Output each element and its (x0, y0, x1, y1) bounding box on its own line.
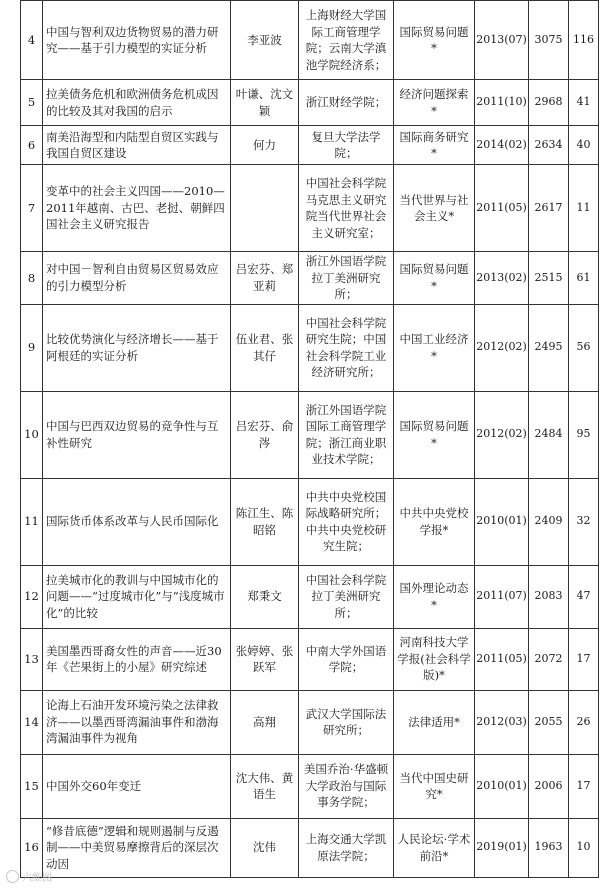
citation-count: 2006 (529, 754, 569, 818)
download-count: 17 (569, 628, 599, 690)
download-count: 47 (569, 565, 599, 628)
citation-count: 3075 (529, 1, 569, 80)
row-number: 8 (21, 252, 43, 305)
publication-issue: 2011(07) (475, 565, 529, 628)
row-number: 15 (21, 754, 43, 818)
table-row (21, 565, 599, 628)
download-count: 95 (569, 391, 599, 478)
paper-title: 拉美城市化的教训与中国城市化的问题——“过度城市化”与“浅度城市化”的比较 (43, 565, 231, 628)
table-row (21, 478, 599, 565)
row-number: 9 (21, 304, 43, 391)
table-row (21, 304, 599, 391)
table-row (21, 252, 599, 305)
paper-author: 郑秉文 (231, 565, 299, 628)
citation-count: 2484 (529, 391, 569, 478)
publication-issue: 2011(05) (475, 628, 529, 690)
author-institution: 中国社会科学院研究生院；中国社会科学院工业经济研究所； (299, 304, 394, 391)
paper-title: 拉美债务危机和欧洲债务危机成因的比较及其对我国的启示 (43, 80, 231, 126)
paper-author (231, 165, 299, 252)
table-row (21, 754, 599, 818)
author-institution: 中国社会科学院马克思主义研究院当代世界社会主义研究室； (299, 165, 394, 252)
paper-title: 变革中的社会主义四国——2010—2011年越南、古巴、老挝、朝鲜四国社会主义研究报告 (43, 165, 231, 252)
citation-count: 2495 (529, 304, 569, 391)
publication-issue: 2014(02) (475, 126, 529, 165)
row-number: 10 (21, 391, 43, 478)
paper-title: 南美沿海型和内陆型自贸区实践与我国自贸区建设 (43, 126, 231, 165)
paper-author: 沈大伟、黄语生 (231, 754, 299, 818)
download-count: 56 (569, 304, 599, 391)
paper-title: 国际货币体系改革与人民币国际化 (43, 478, 231, 565)
journal-name: 国际贸易问题* (394, 391, 475, 478)
journal-name: 中国工业经济* (394, 304, 475, 391)
publication-issue: 2010(01) (475, 478, 529, 565)
author-institution: 中国社会科学院拉丁美洲研究所； (299, 565, 394, 628)
citation-count: 2515 (529, 252, 569, 305)
journal-name: 国际贸易问题* (394, 252, 475, 305)
publication-issue: 2013(07) (475, 1, 529, 80)
paper-author: 张婷婷、张跃军 (231, 628, 299, 690)
row-number: 4 (21, 1, 43, 80)
download-count: 17 (569, 754, 599, 818)
paper-author: 何力 (231, 126, 299, 165)
citation-count: 1963 (529, 818, 569, 877)
journal-name: 经济问题探索* (394, 80, 475, 126)
row-number: 13 (21, 628, 43, 690)
download-count: 40 (569, 126, 599, 165)
row-number: 12 (21, 565, 43, 628)
paper-author: 陈江生、陈昭铭 (231, 478, 299, 565)
author-institution: 中南大学外国语学院； (299, 628, 394, 690)
paper-author: 伍业君、张其仔 (231, 304, 299, 391)
download-count: 11 (569, 165, 599, 252)
publication-issue: 2012(02) (475, 391, 529, 478)
journal-name: 国际贸易问题* (394, 1, 475, 80)
publication-issue: 2012(03) (475, 690, 529, 754)
table-row (21, 818, 599, 877)
watermark (6, 869, 52, 884)
watermark-icon (6, 870, 19, 883)
paper-ranking-table (20, 0, 599, 878)
row-number: 14 (21, 690, 43, 754)
paper-author: 吕宏芬、俞涔 (231, 391, 299, 478)
author-institution: 武汉大学国际法研究所； (299, 690, 394, 754)
journal-name: 中共中央党校学报* (394, 478, 475, 565)
citation-count: 2968 (529, 80, 569, 126)
row-number: 11 (21, 478, 43, 565)
table-row (21, 80, 599, 126)
publication-issue: 2019(01) (475, 818, 529, 877)
citation-count: 2083 (529, 565, 569, 628)
citation-count: 2634 (529, 126, 569, 165)
journal-name: 当代中国史研究* (394, 754, 475, 818)
download-count: 10 (569, 818, 599, 877)
table-row (21, 165, 599, 252)
author-institution: 浙江财经学院； (299, 80, 394, 126)
author-institution: 浙江外国语学院国际工商管理学院；浙江商业职业技术学院； (299, 391, 394, 478)
citation-count: 2409 (529, 478, 569, 565)
author-institution: 上海财经大学国际工商管理学院；云南大学滇池学院经济系； (299, 1, 394, 80)
journal-name: 当代世界与社会主义* (394, 165, 475, 252)
citation-count: 2072 (529, 628, 569, 690)
paper-author: 吕宏芬、郑亚莉 (231, 252, 299, 305)
publication-issue: 2012(02) (475, 304, 529, 391)
paper-title: 中国与智利双边货物贸易的潜力研究——基于引力模型的实证分析 (43, 1, 231, 80)
download-count: 116 (569, 1, 599, 80)
journal-name: 国外理论动态* (394, 565, 475, 628)
paper-title: 中国外交60年变迁 (43, 754, 231, 818)
journal-name: 国际商务研究* (394, 126, 475, 165)
paper-author: 李亚波 (231, 1, 299, 80)
table-row (21, 628, 599, 690)
table-row (21, 690, 599, 754)
download-count: 41 (569, 80, 599, 126)
publication-issue: 2011(05) (475, 165, 529, 252)
paper-title: 比较优势演化与经济增长——基于阿根廷的实证分析 (43, 304, 231, 391)
publication-issue: 2013(02) (475, 252, 529, 305)
author-institution: 浙江外国语学院拉丁美洲研究所； (299, 252, 394, 305)
row-number: 5 (21, 80, 43, 126)
citation-count: 2617 (529, 165, 569, 252)
paper-title: “修昔底德”逻辑和规则遏制与反遏制——中美贸易摩擦背后的深层次动因 (43, 818, 231, 877)
author-institution: 上海交通大学凯原法学院； (299, 818, 394, 877)
table-row (21, 126, 599, 165)
journal-name: 法律适用* (394, 690, 475, 754)
journal-name: 河南科技大学学报(社会科学版)* (394, 628, 475, 690)
author-institution: 复旦大学法学院； (299, 126, 394, 165)
watermark-text: 六维图 (22, 873, 52, 884)
row-number: 7 (21, 165, 43, 252)
table-row (21, 1, 599, 80)
author-institution: 美国乔治·华盛顿大学政治与国际事务学院； (299, 754, 394, 818)
journal-name: 人民论坛·学术前沿* (394, 818, 475, 877)
paper-author: 叶谦、沈文颖 (231, 80, 299, 126)
download-count: 26 (569, 690, 599, 754)
publication-issue: 2011(10) (475, 80, 529, 126)
citation-count: 2055 (529, 690, 569, 754)
paper-title: 中国与巴西双边贸易的竞争性与互补性研究 (43, 391, 231, 478)
author-institution: 中共中央党校国际战略研究所；中共中央党校研究生院； (299, 478, 394, 565)
paper-title: 美国墨西哥裔女性的声音——近30年《芒果街上的小屋》研究综述 (43, 628, 231, 690)
download-count: 32 (569, 478, 599, 565)
download-count: 61 (569, 252, 599, 305)
publication-issue: 2010(01) (475, 754, 529, 818)
paper-title: 论海上石油开发环境污染之法律救济——以墨西哥湾漏油事件和渤海湾漏油事件为视角 (43, 690, 231, 754)
paper-title: 对中国－智利自由贸易区贸易效应的引力模型分析 (43, 252, 231, 305)
paper-author: 沈伟 (231, 818, 299, 877)
row-number: 16 (21, 818, 43, 877)
table-row (21, 391, 599, 478)
row-number: 6 (21, 126, 43, 165)
paper-author: 高翔 (231, 690, 299, 754)
